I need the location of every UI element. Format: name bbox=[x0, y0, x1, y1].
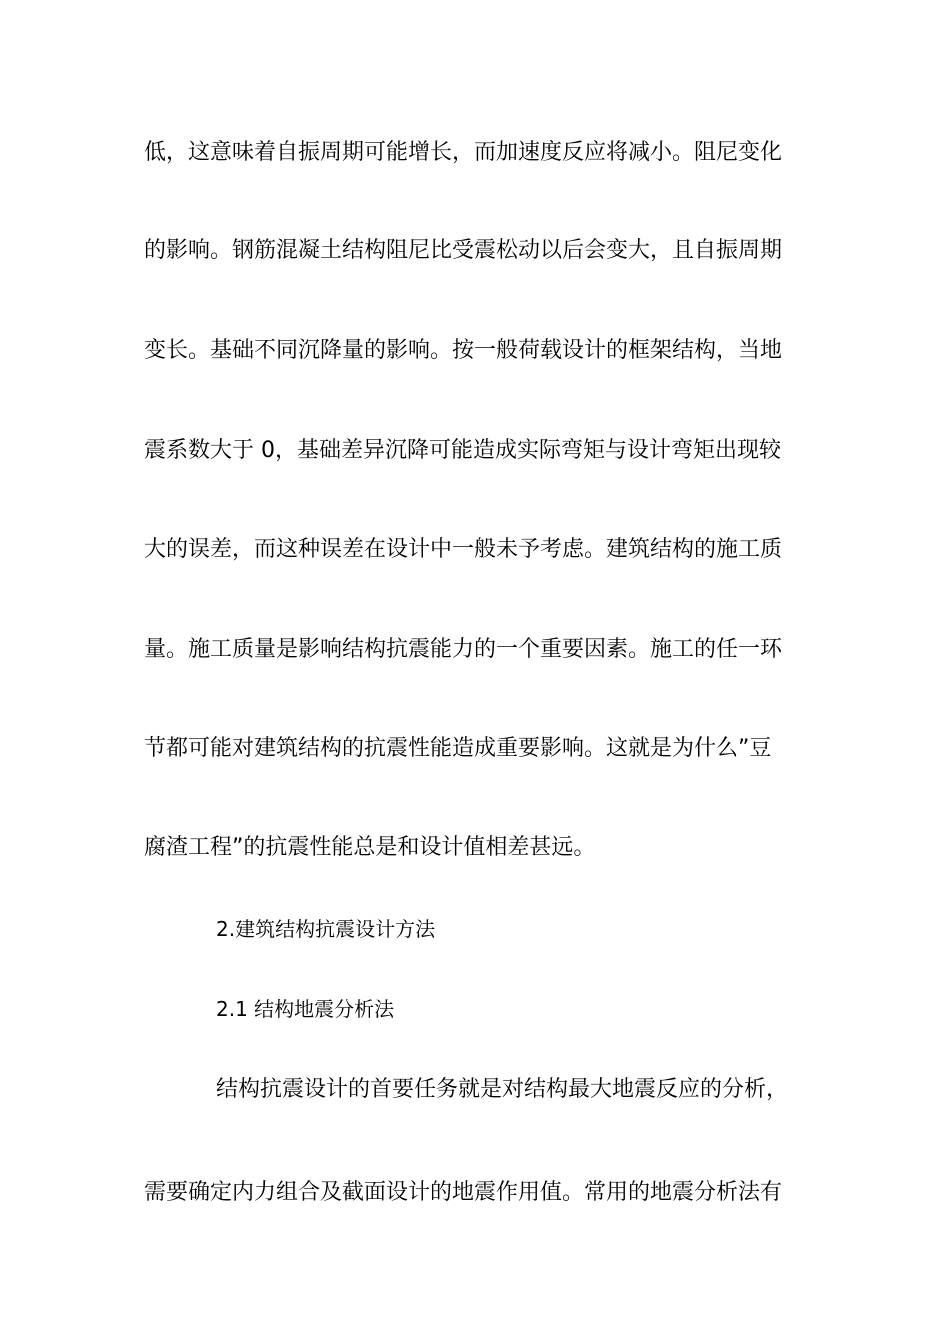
body-text-line: 节都可能对建筑结构的抗震性能造成重要影响。这就是为什么”豆 bbox=[144, 736, 772, 761]
subsection-heading: 2.1 结构地震分析法 bbox=[216, 997, 395, 1021]
body-text-line: 大的误差，而这种误差在设计中一般未予考虑。建筑结构的施工质 bbox=[144, 537, 783, 562]
body-text-line: 变长。基础不同沉降量的影响。按一般荷载设计的框架结构，当地 bbox=[144, 338, 783, 363]
body-text-line: 量。施工质量是影响结构抗震能力的一个重要因素。施工的任一环 bbox=[144, 637, 783, 662]
body-text-line: 低，这意味着自振周期可能增长，而加速度反应将减小。阻尼变化 bbox=[144, 140, 783, 165]
body-text-line: 腐渣工程”的抗震性能总是和设计值相差甚远。 bbox=[144, 835, 596, 860]
body-text-line: 的影响。钢筋混凝土结构阻尼比受震松动以后会变大，且自振周期 bbox=[144, 238, 783, 263]
body-text-line: 结构抗震设计的首要任务就是对结构最大地震反应的分析， bbox=[216, 1077, 789, 1102]
body-text-line: 需要确定内力组合及截面设计的地震作用值。常用的地震分析法有 bbox=[144, 1180, 783, 1205]
body-text-line: 震系数大于 0，基础差异沉降可能造成实际弯矩与设计弯矩出现较 bbox=[144, 438, 781, 463]
section-heading: 2.建筑结构抗震设计方法 bbox=[216, 917, 436, 941]
